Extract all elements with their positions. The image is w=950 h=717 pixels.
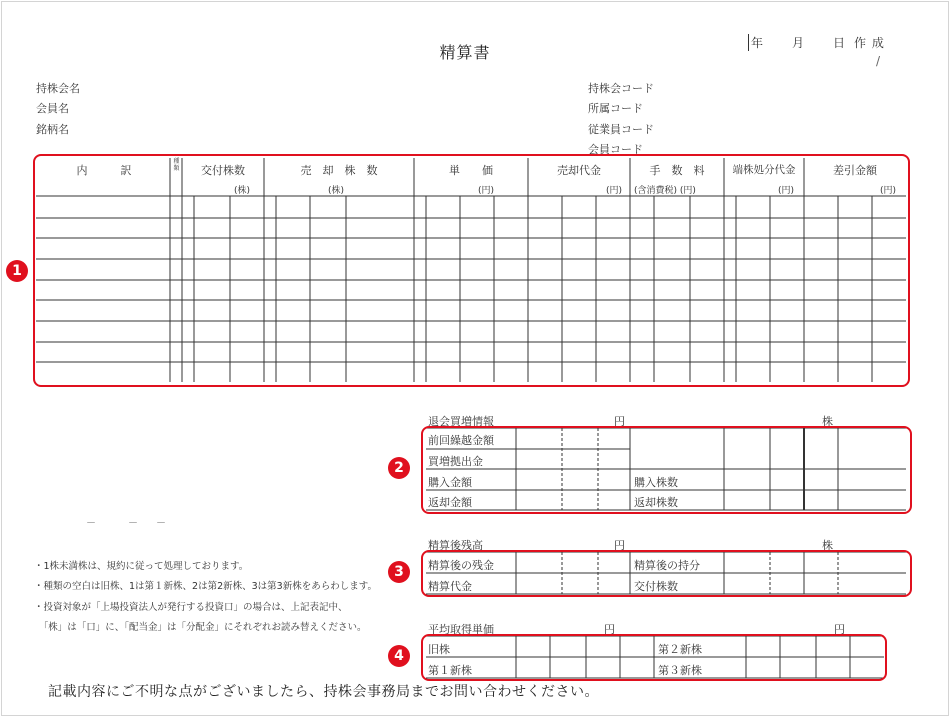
header-type: 種類 [173, 158, 180, 172]
section2-row-returned-shares: 返却株数 [634, 496, 678, 509]
section4-yen-left: 円 [604, 623, 615, 636]
section2-row-return: 返却金額 [428, 496, 472, 509]
header-fee: 手 数 料 [649, 164, 705, 177]
section2-row-prev-carry: 前回繰越金額 [428, 434, 494, 447]
highlight-box-3 [421, 550, 912, 597]
section2-row-purchase: 購入金額 [428, 476, 472, 489]
note-3: ・投資対象が「上場投資法人が発行する投資口」の場合は、上記表記中、 [34, 602, 348, 613]
unit-unit-price: (円) [478, 186, 495, 196]
section4-row-old: 旧株 [428, 643, 450, 656]
document-title: 精算書 [439, 43, 491, 62]
section3-row-balance: 精算後の残金 [428, 559, 494, 572]
highlight-box-1 [33, 154, 910, 387]
header-delivered: 交付株数 [201, 164, 245, 177]
footer-message: 記載内容にご不明な点がございましたら、持株会事務局までお問い合わせください。 [48, 684, 599, 700]
section2-header: 退会買増情報 [428, 415, 494, 428]
dashes-mark: － － － [86, 518, 170, 529]
section2-row-purchased-shares: 購入株数 [634, 476, 678, 489]
label-department-code: 所属コード [588, 102, 643, 115]
section2-row-contribution: 買増拠出金 [428, 455, 483, 468]
section3-header: 精算後残高 [428, 539, 483, 552]
header-unit-price: 単 価 [449, 164, 493, 177]
section4-row-new3: 第３新株 [658, 664, 702, 677]
section3-row-holding: 精算後の持分 [634, 559, 700, 572]
date-made: 作 成 [854, 36, 885, 50]
section3-row-settlement: 精算代金 [428, 580, 472, 593]
label-stock: 銘柄名 [36, 123, 69, 136]
date-slash: / [876, 54, 881, 68]
unit-net: (円) [880, 186, 897, 196]
section4-yen-right: 円 [834, 623, 845, 636]
header-breakdown: 内 訳 [76, 164, 132, 177]
unit-fractional: (円) [778, 186, 795, 196]
highlight-box-4 [421, 634, 887, 681]
header-fractional: 端株処分代金 [732, 164, 796, 176]
note-1: ・1株未満株は、規約に従って処理しております。 [34, 561, 249, 572]
date-month: 月 [792, 36, 806, 50]
date-day: 日 [833, 36, 847, 50]
badge-4: 4 [388, 645, 410, 667]
header-proceeds: 売却代金 [557, 164, 601, 177]
badge-2: 2 [388, 457, 410, 479]
section3-yen: 円 [614, 539, 625, 552]
header-sold: 売 却 株 数 [300, 164, 378, 177]
section3-row-delivered: 交付株数 [634, 580, 678, 593]
unit-delivered: (株) [234, 186, 251, 196]
date-year: 年 [751, 36, 765, 50]
unit-proceeds: (円) [606, 186, 623, 196]
unit-fee: (含消費税) (円) [634, 186, 696, 196]
label-member-code: 会員コード [588, 143, 643, 156]
section4-header: 平均取得単価 [428, 623, 494, 636]
highlight-box-2 [421, 426, 912, 514]
label-association-code: 持株会コード [588, 82, 654, 95]
section2-shares: 株 [822, 415, 833, 428]
label-association: 持株会名 [36, 82, 80, 95]
unit-sold: (株) [328, 186, 345, 196]
section2-yen: 円 [614, 415, 625, 428]
badge-1: 1 [6, 260, 28, 282]
header-net: 差引金額 [833, 164, 877, 177]
section3-shares: 株 [822, 539, 833, 552]
note-2: ・種類の空白は旧株、1は第１新株、2は第2新株、3は第3新株をあらわします。 [34, 581, 377, 592]
section4-row-new2: 第２新株 [658, 643, 702, 656]
note-4: 「株」は「口」に、「配当金」は「分配金」にそれぞれお読み替えください。 [34, 622, 367, 633]
label-member: 会員名 [36, 102, 69, 115]
label-employee-code: 従業員コード [588, 123, 654, 136]
badge-3: 3 [388, 561, 410, 583]
section4-row-new1: 第１新株 [428, 664, 472, 677]
